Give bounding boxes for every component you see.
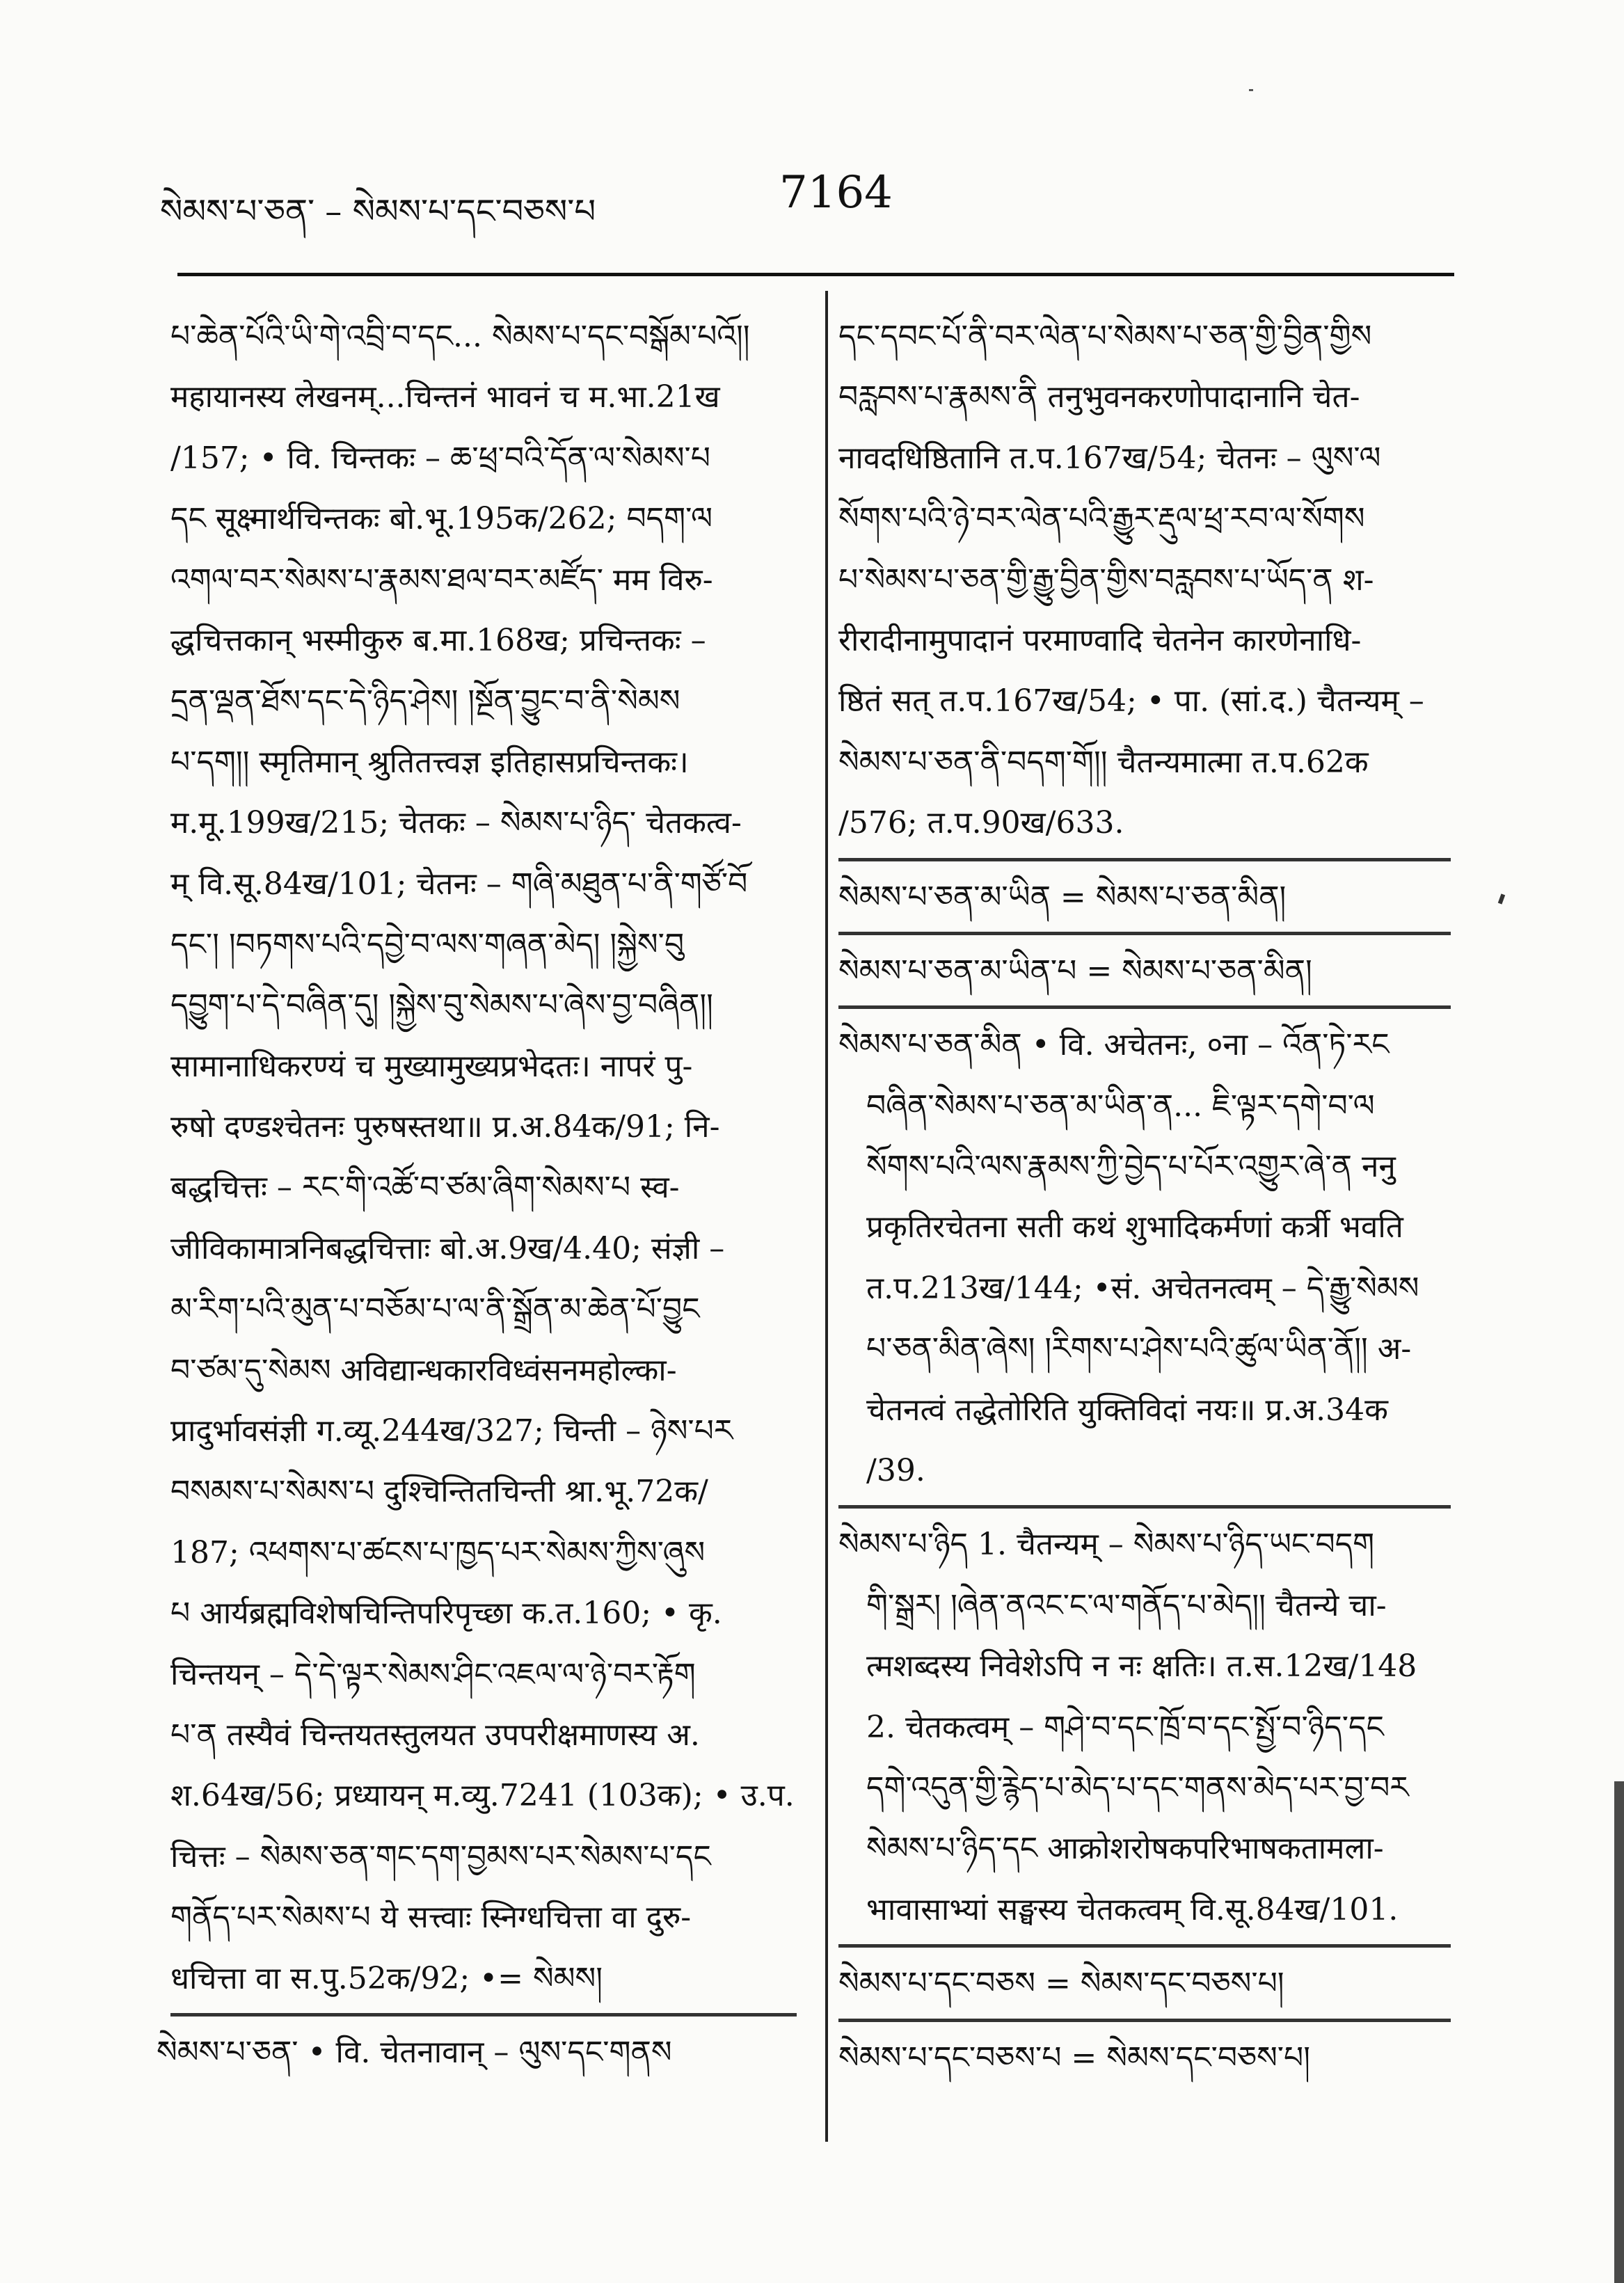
scan-speck [1249, 89, 1253, 91]
text-line: जीविकामात्रनिबद्धचित्ताः बो.अ.9ख/4.40; संज्ञी – [170, 1230, 725, 1266]
text-line: सामानाधिकरण्यं च मुख्यामुख्यप्रभेदतः। नापरं पु- [170, 1048, 693, 1084]
cross-reference: སེམས་པ་དང་བཅས = སེམས་དང་བཅས་པ། [838, 1966, 1284, 2002]
text-line: འགལ་བར་སེམས་པ་རྣམས་ཐལ་བར་མཛོད་ मम विरु- [170, 562, 713, 598]
margin-mark [1498, 893, 1505, 904]
text-line: 2. चेतकत्वम् – གཤེ་བ་དང་ཁྲོ་བ་དང་སྤྱོ་བ་ཉིད་དང [866, 1709, 1384, 1745]
page-header [160, 167, 1440, 230]
cross-reference: སེམས་པ་ཅན་མ་ཡིན = སེམས་པ་ཅན་མིན། [838, 879, 1287, 915]
text-line: महायानस्य लेखनम्...चिन्तनं भावनं च म.भा.21ख [170, 379, 720, 415]
text-line: त्मशब्दस्य निवेशेऽपि न नः क्षतिः। त.स.12ख/148 [866, 1648, 1417, 1685]
text-line: སེམས་པ་ཅན་ནི་བདག་གོ།། चैतन्यमात्मा त.प.62क [838, 744, 1369, 780]
text-line: མ་རིག་པའི་མུན་པ་བཅོམ་པ་ལ་ནི་སྒྲོན་མ་ཆེན་པོ་བྱུང [170, 1291, 700, 1328]
text-line: त.प.213ख/144; •सं. अचेतनत्वम् – དེ་རྒྱུ་སེམས [866, 1270, 1419, 1306]
text-line: སེམས་པ་ཉིད 1. चैतन्यम् – སེམས་པ་ཉིད་ཡང་བདག [838, 1527, 1375, 1563]
text-line: སོགས་པའི་ལས་རྣམས་ཀྱི་བྱེད་པ་པོར་འགྱུར་ཞེ་ན ननु [866, 1149, 1396, 1185]
text-line: སེམས་པ་ཅན་མིན • वि. अचेतनः, ०ना – འོན་ཏེ་རང [838, 1027, 1390, 1063]
text-line: बद्धचित्तः – རང་གི་འཚོ་བ་ཙམ་ཞིག་སེམས་པ स्व- [170, 1170, 680, 1206]
text-line: པ་སེམས་པ་ཅན་གྱི་རྒྱུ་བྱིན་གྱིས་བརླབས་པ་ཡོད་ན श- [838, 562, 1374, 598]
text-line: བཞིན་སེམས་པ་ཅན་མ་ཡིན་ན... ཇི་ལྟར་དགེ་བ་ལ [866, 1088, 1375, 1124]
entry-separator [838, 1505, 1451, 1509]
entry-separator [838, 2019, 1451, 2022]
text-line: པ་དག།། स्मृतिमान् श्रुतितत्त्वज्ञ इतिहासप्रचिन्तकः। [170, 744, 689, 780]
text-line: གནོད་པར་སེམས་པ ये सत्त्वाः स्निग्धचित्ता वा दुरु- [170, 1900, 692, 1936]
text-line: དྲན་ལྡན་ཐོས་དང་དེ་ཉིད་ཤེས། །སྔོན་བྱུང་བ་ནི་སེམས [170, 683, 680, 719]
text-line: म.मू.199ख/215; चेतकः – སེམས་པ་ཉིད་ चेतकत्व- [170, 805, 742, 841]
text-line: དང་། །བཏགས་པའི་དབྱེ་བ་ལས་གཞན་མེད། །སྐྱེས་བུ [170, 926, 685, 962]
text-line: /39. [866, 1453, 925, 1489]
text-line: 187; འཕགས་པ་ཚངས་པ་ཁྱད་པར་སེམས་ཀྱིས་ཞུས [170, 1534, 706, 1570]
page-number: 7164 [779, 167, 893, 218]
entry-separator [838, 932, 1451, 935]
text-line: བ་ཙམ་དུ་སེམས अविद्यान्धकारविध्वंसनमहोल्का- [170, 1352, 677, 1388]
entry-headword-line: སེམས་པ་ཅན་ • वि. चेतनावान् – ལུས་དང་གནས [157, 2034, 672, 2070]
text-line: པ་ཆེན་པོའི་ཡི་གེ་འབྲི་བ་དང... སེམས་པ་དང་བསྒོམ་པའོ།། [170, 319, 750, 354]
cross-reference: སེམས་པ་ཅན་མ་ཡིན་པ = སེམས་པ་ཅན་མིན། [838, 953, 1312, 989]
running-head: སེམས་པ་ཅན་ – སེམས་པ་དང་བཅས་པ [160, 192, 596, 231]
column-divider [825, 291, 828, 2142]
text-line: द्धचित्तकान् भस्मीकुरु ब.मा.168ख; प्रचिन्तकः – [170, 622, 706, 658]
text-line: भावासाभ्यां सङ्घस्य चेतकत्वम् वि.सू.84ख/101. [866, 1891, 1399, 1927]
text-line: བརླབས་པ་རྣམས་ནི तनुभुवनकरणोपादानानि चेत- [838, 379, 1360, 415]
scan-edge-shadow [1614, 1781, 1624, 2283]
text-line: པ आर्यब्रह्मविशेषचिन्तिपरिपृच्छा क.त.160; • कृ. [170, 1596, 722, 1632]
left-column [157, 306, 797, 2083]
text-line: ष्ठितं सत् त.प.167ख/54; • पा. (सां.द.) चैतन्यम् – [838, 683, 1424, 719]
text-line: པ་ན तस्यैवं चिन्तयतस्तुलयत उपपरीक्षमाणस्य अ. [170, 1717, 700, 1753]
text-line: བསམས་པ་སེམས་པ दुश्चिन्तितचिन्ती श्रा.भू.72क/ [170, 1474, 708, 1510]
text-line: रुषो दण्डश्चेतनः पुरुषस्तथा॥ प्र.अ.84क/91; नि- [170, 1109, 720, 1145]
text-line: གི་སྒྲར། །ཞེན་ནའང་ང་ལ་གནོད་པ་མེད།། चैतन्ये चा- [866, 1587, 1387, 1623]
text-line: चेतनत्वं तद्धेतोरिति युक्तिविदां नयः॥ प्र.अ.34क [866, 1392, 1388, 1428]
text-line: रीरादीनामुपादानं परमाण्वादि चेतनेन कारणेनाधि- [838, 622, 1362, 658]
text-line: སོགས་པའི་ཉེ་བར་ལེན་པའི་རྒྱུར་རྡུལ་ཕྲ་རབ་ལ་སོགས [838, 501, 1365, 537]
text-line: /157; • वि. चिन्तकः – ཆ་ཕྲ་བའི་དོན་ལ་སེམས་པ [170, 440, 710, 476]
text-line: धचित्ता वा स.पु.52क/92; •= སེམས། [170, 1960, 603, 1996]
right-column [838, 306, 1451, 2088]
text-line: དང सूक्ष्मार्थचिन्तकः बो.भू.195क/262; བདག་ལ [170, 501, 713, 537]
text-line: चिन्तयन् – དེ་དེ་ལྟར་སེམས་ཤིང་འཇལ་ལ་ཉེ་བར་རྟོག [170, 1656, 696, 1692]
entry-separator [838, 858, 1451, 861]
text-line: དབྱུག་པ་དེ་བཞིན་དུ། །སྐྱེས་བུ་སེམས་པ་ཞེས་བྱ་བཞིན།། [170, 987, 713, 1024]
text-line: प्रकृतिरचेतना सती कथं शुभादिकर्मणां कर्त्री भवति [866, 1209, 1403, 1246]
text-line: དང་དབང་པོ་ནི་བར་ལེན་པ་སེམས་པ་ཅན་གྱི་བྱིན་གྱིས [838, 319, 1372, 354]
header-rule [177, 273, 1454, 276]
text-line: प्रादुर्भावसंज्ञी ग.व्यू.244ख/327; चिन्ती – ཉེས་པར [170, 1413, 733, 1449]
text-line: /576; त.प.90ख/633. [838, 805, 1124, 841]
text-line: नावदधिष्ठितानि त.प.167ख/54; चेतनः – ལུས་ལ [838, 440, 1381, 476]
entry-separator [838, 1944, 1451, 1948]
entry-separator [170, 2013, 797, 2016]
text-line: དགེ་འདུན་གྱི་རྙེད་པ་མེད་པ་དང་གནས་མེད་པར་བྱ་བར [866, 1769, 1409, 1806]
cross-reference: སེམས་པ་དང་བཅས་པ = སེམས་དང་བཅས་པ། [838, 2039, 1310, 2076]
entry-separator [838, 1005, 1451, 1009]
text-line: चित्तः – སེམས་ཅན་གང་དག་བྱམས་པར་སེམས་པ་དང [170, 1838, 711, 1875]
text-line: श.64ख/56; प्रध्यायन् म.व्यु.7241 (103क); • उ.प. [170, 1778, 795, 1814]
text-line: སེམས་པ་ཉིད་དང आक्रोशरोषकपरिभाषकतामला- [866, 1831, 1384, 1867]
text-line: म् वि.सू.84ख/101; चेतनः – གཞི་མཐུན་པ་ནི་གཙོ་བོ [170, 866, 748, 902]
text-line: པ་ཅན་མིན་ཞེས། །རིགས་པ་ཤེས་པའི་ཚུལ་ཡིན་ནོ།། अ- [866, 1331, 1412, 1367]
